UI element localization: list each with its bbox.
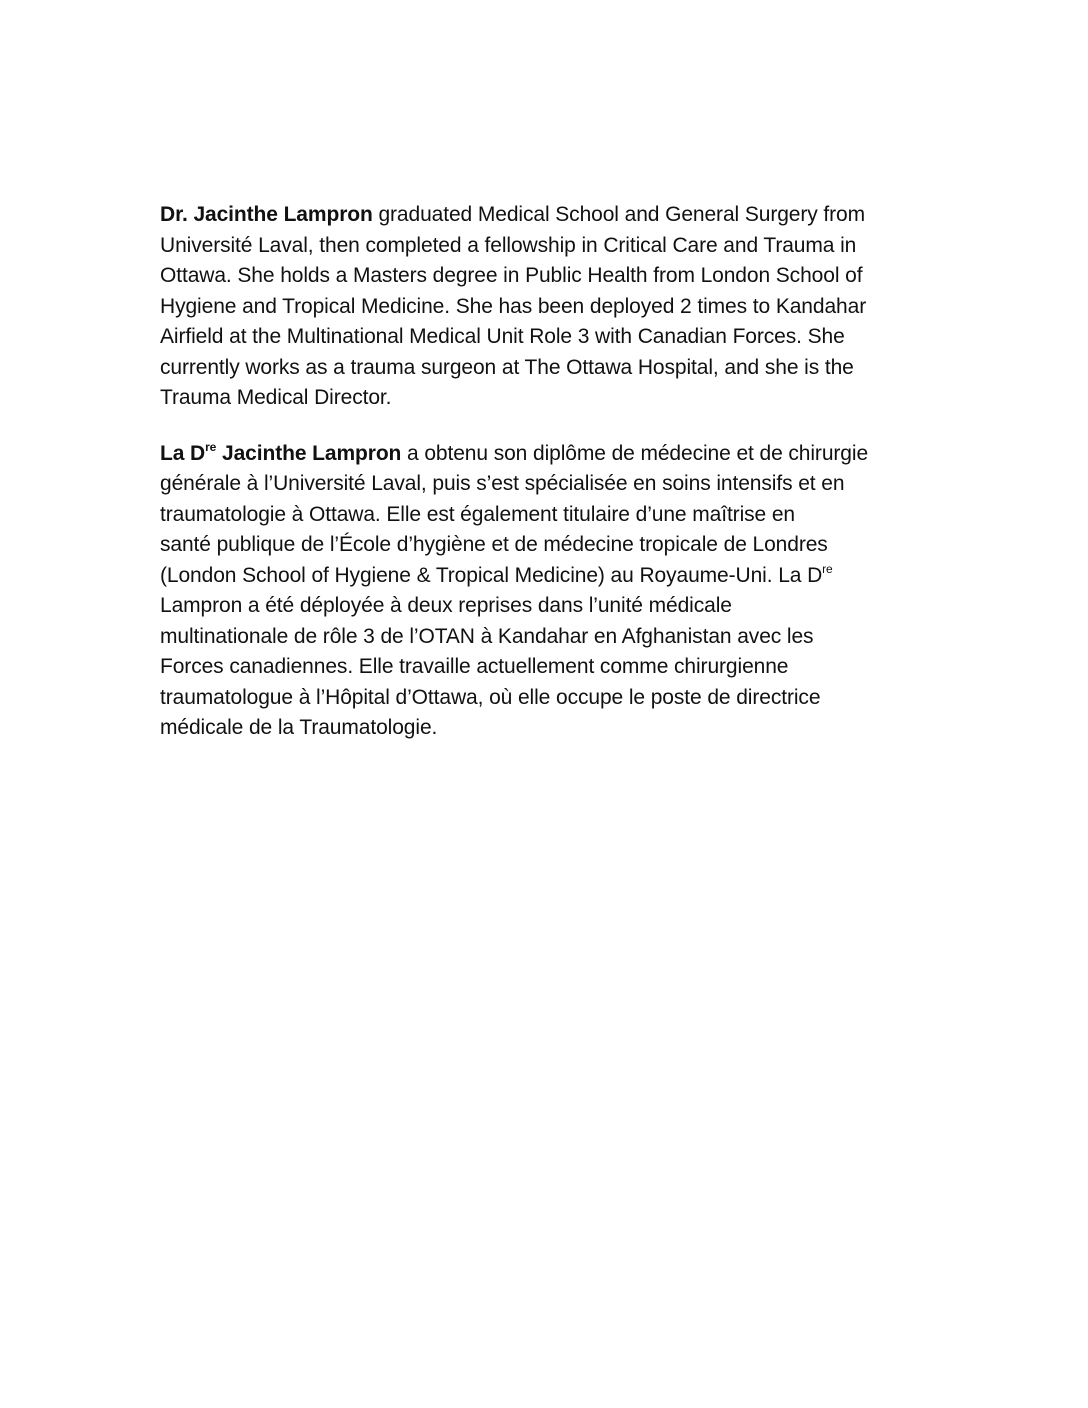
- bio-line: médicale de la Traumatologie.: [160, 716, 438, 739]
- bio-line: Forces canadiennes. Elle travaille actuellement comme chirurgienne: [160, 655, 789, 678]
- doctor-title-superscript: re: [205, 439, 217, 454]
- bio-line: générale à l’Université Laval, puis s’est spécialisée en soins intensifs et en: [160, 472, 845, 495]
- doctor-name: Dr. Jacinthe Lampron: [160, 203, 373, 226]
- bio-line-text: graduated Medical School and General Surgery from: [372, 203, 865, 226]
- bio-line: currently works as a trauma surgeon at The Ottawa Hospital, and she is the: [160, 355, 854, 379]
- document-body: [160, 200, 950, 744]
- bio-line: Trauma Medical Director.: [160, 386, 392, 409]
- bio-line-text: (London School of Hygiene & Tropical Medicine) au Royaume-Uni. La D: [160, 563, 823, 587]
- english-biography: [160, 200, 950, 414]
- bio-line: traumatologie à Ottawa. Elle est également titulaire d’une maîtrise en: [160, 502, 796, 526]
- bio-line: [160, 439, 950, 470]
- bio-line: Université Laval, then completed a fellowship in Critical Care and Trauma in: [160, 233, 857, 257]
- bio-line: [160, 200, 950, 231]
- bio-line-text: a obtenu son diplôme de médecine et de chirurgie: [401, 441, 869, 465]
- doctor-name-prefix: La D: [160, 441, 206, 465]
- doctor-name: Jacinthe Lampron: [216, 441, 402, 465]
- bio-line: multinationale de rôle 3 de l’OTAN à Kandahar en Afghanistan avec les: [160, 624, 814, 648]
- bio-line: traumatologue à l’Hôpital d’Ottawa, où elle occupe le poste de directrice: [160, 685, 821, 709]
- bio-line: Ottawa. She holds a Masters degree in Public Health from London School of: [160, 264, 863, 287]
- bio-line: Hygiene and Tropical Medicine. She has been deployed 2 times to Kandahar: [160, 294, 867, 318]
- bio-line: santé publique de l’École d’hygiène et de médecine tropicale de Londres: [160, 533, 828, 556]
- bio-line: Airfield at the Multinational Medical Unit Role 3 with Canadian Forces. She: [160, 325, 845, 348]
- french-biography: [160, 439, 950, 744]
- doctor-title-superscript: re: [822, 561, 833, 576]
- bio-line: Lampron a été déployée à deux reprises dans l’unité médicale: [160, 594, 732, 617]
- bio-line: [160, 561, 950, 592]
